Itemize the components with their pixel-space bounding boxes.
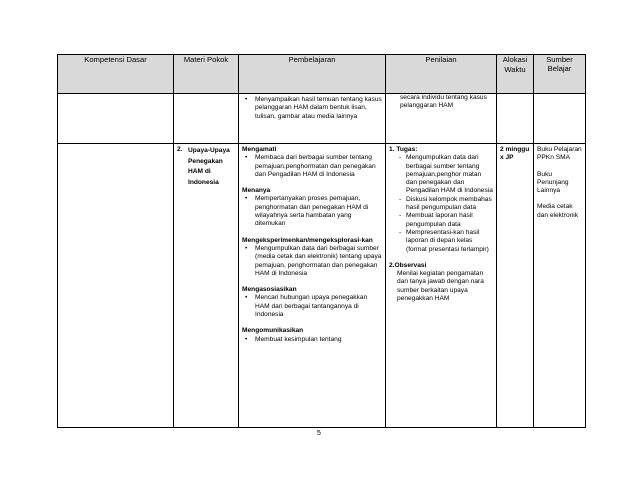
menanya-title: Menanya <box>242 187 271 195</box>
tugas-title: 1. Tugas: <box>389 146 418 153</box>
mengamati-item: • Membaca dari berbagai sumber tentang pemajuan,penghormatan dan penegakan dan Pengadilan HAM di Indonesia <box>242 154 382 179</box>
syllabus-table <box>57 54 586 428</box>
materi-pokok: Upaya-Upaya Penegakan HAM di Indonesia <box>188 147 230 186</box>
menanya-item: • Mempertanyakan proses pemajuan, penghormatan dan penegakan HAM di wilayahnya serta hambatan yang ditemukan <box>242 195 382 228</box>
mengomunikasikan-title: Mengomunikasikan <box>242 327 304 335</box>
alokasi-waktu: 2 minggu x JP <box>500 146 530 162</box>
cell-alokasi <box>497 94 534 144</box>
mengasosiasikan-title: Mengasosiasikan <box>242 286 297 294</box>
tugas-item: - Mengumpulkan data dari berbagai sumber tentang pemajuan,penghor matan dan penegakan dan Pengadilan HAM di Indonesia <box>397 154 493 195</box>
materi-number: 2. <box>177 146 183 153</box>
sumber-item: Buku Pelajaran PPKn SMA <box>537 146 582 162</box>
header-kompetensi: Kompetensi Dasar <box>58 55 174 94</box>
cell-pembelajaran <box>239 144 386 428</box>
cell-penilaian <box>386 144 497 428</box>
cell-sumber <box>534 94 586 144</box>
pembelajaran-bullet: • Menyampaikan hasil temuan tentang kasus pelanggaran HAM dalam bentuk lisan, tulisan, gambar atau media lainnya <box>242 96 382 121</box>
cell-pembelajaran <box>239 94 386 144</box>
mengomunikasikan-item: • Membuat kesimpulan tentang <box>242 336 382 344</box>
cell-materi <box>174 94 239 144</box>
tugas-item: - Membuat laporan hasil pengumpulan data <box>397 212 493 229</box>
cell-alokasi <box>497 144 534 428</box>
mengeksperimen-item: • Mengumpulkan data dari berbagai sumber (media cetak dan elektronik) tentang upaya pemajuan, penghormatan dan penegakan HAM di Indonesia <box>242 245 382 278</box>
cell-materi <box>174 144 239 428</box>
table-row <box>58 94 586 144</box>
header-sumber: Sumber Belajar <box>534 55 586 94</box>
penilaian-text: secara individu tentang kasus pelanggaran HAM <box>400 94 487 110</box>
cell-kompetensi <box>58 144 174 428</box>
mengeksperimen-title: Mengeksperimenkan/mengeksplorasi-kan <box>242 236 373 244</box>
mengamati-title: Mengamati <box>242 146 277 153</box>
header-alokasi: Alokasi Waktu <box>497 55 534 94</box>
tugas-item: - Diskusi kelompok membahas hasil pengumpulan data <box>397 196 493 213</box>
tugas-item: - Mempresentasi-kan hasil laporan di depan kelas (format presentasi terlampir) <box>397 229 493 254</box>
observasi-title: 2.Observasi <box>389 261 427 269</box>
cell-penilaian <box>386 94 497 144</box>
observasi-text: Menilai kegiatan pengamatan dan tanya jawab dengan nara sumber berkaitan upaya penegakkan HAM <box>397 270 484 303</box>
table-header-row <box>58 55 586 94</box>
sumber-item: Buku Penunjang Lainnya <box>537 170 569 195</box>
cell-sumber <box>534 144 586 428</box>
header-materi: Materi Pokok <box>174 55 239 94</box>
cell-kompetensi <box>58 94 174 144</box>
mengasosiasikan-item: • Mencari hubungan upaya penegakkan HAM dan berbagai tantangannya di Indonesia <box>242 294 382 319</box>
sumber-item: Media cetak dan elektronik <box>537 203 579 219</box>
table-row <box>58 144 586 428</box>
page-number: 5 <box>317 430 321 437</box>
header-pembelajaran: Pembelajaran <box>239 55 386 94</box>
header-penilaian: Penilaian <box>386 55 497 94</box>
